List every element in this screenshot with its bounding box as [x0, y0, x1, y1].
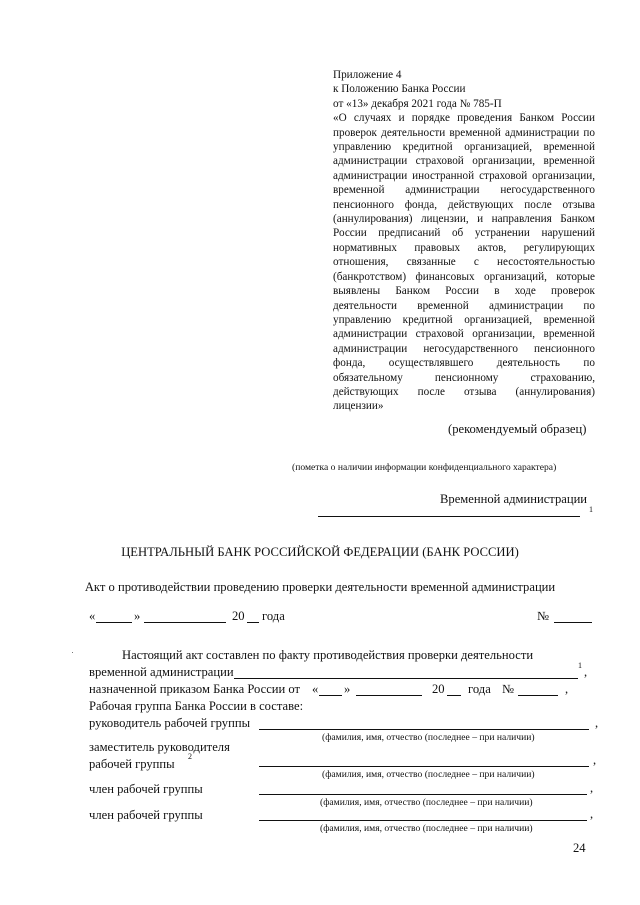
addressee-label: Временной администрации — [440, 492, 588, 506]
member-1-caption: (фамилия, имя, отчество (последнее – при наличии) — [320, 797, 533, 808]
order-year-suffix: года — [468, 682, 491, 696]
confidential-mark-label: (пометка о наличии информации конфиденциального характера) — [292, 462, 557, 473]
member-1-name-field — [259, 794, 587, 795]
appendix-number: Приложение 4 — [333, 69, 402, 81]
temp-admin-name-field — [234, 678, 578, 679]
addressee-footnote: 1 — [589, 505, 593, 514]
leader-comma: , — [595, 716, 599, 730]
order-month-field — [356, 695, 422, 696]
date-close-quote: » — [134, 609, 141, 623]
date-year-suffix: года — [262, 609, 285, 623]
appendix-regulation-title: «О случаях и порядке проведения Банком России проверок деятельности временной администрации по управлению кредитной организацией, временной администрации страховой организации, временной администрации иностранной страховой организации, временной администрации негосударственного пенсионного фонда, действующих после отзыва (аннулирования) лицензии, и направления Банком России предписаний об устранении нарушений нормативных правовых актов, регулирующих отношения, связанные с несостоятельностью (банкротством) финансовых организаций, которые выявлены Банком России в ходе проверок деятельности временной администрации по управлению кредитной организацией, временной администрации страховой организации, временной администрации негосударственного пенсионного фонда, осуществлявшего деятельность по обязательному пенсионному страхованию, действующих после отзыва (аннулирования) лицензии» — [333, 112, 595, 413]
date-day-field — [96, 622, 132, 623]
member-1-label: член рабочей группы — [89, 782, 203, 796]
act-number-field — [554, 622, 592, 623]
intro-comma: , — [584, 665, 588, 679]
recommended-sample-label: (рекомендуемый образец) — [448, 422, 587, 436]
date-open-quote: « — [89, 609, 96, 623]
date-month-field — [144, 622, 226, 623]
order-year-field — [447, 695, 461, 696]
intro-footnote: 1 — [578, 661, 582, 670]
order-day-field — [319, 695, 342, 696]
member-2-name-field — [259, 820, 587, 821]
order-comma: , — [565, 682, 569, 696]
deputy-label-line-2: рабочей группы — [89, 757, 175, 771]
date-year-prefix: 20 — [232, 609, 245, 623]
addressee-underline — [318, 516, 580, 517]
intro-line-1: Настоящий акт составлен по факту противодействия проверки деятельности — [122, 648, 534, 662]
page-number: 24 — [573, 841, 586, 855]
appendix-regulation: к Положению Банка России — [333, 83, 466, 96]
act-number-sign: № — [537, 609, 550, 623]
order-number-sign: № — [502, 682, 515, 696]
order-open-quote: « — [312, 682, 319, 696]
order-prefix: назначенной приказом Банка России от — [89, 682, 301, 696]
appendix-date: от «13» декабря 2021 года № 785-П — [333, 97, 502, 110]
leader-label: руководитель рабочей группы — [89, 716, 251, 730]
member-2-label: член рабочей группы — [89, 808, 203, 822]
deputy-name-field — [259, 766, 589, 767]
member-1-comma: , — [590, 781, 594, 795]
act-title: Акт о противодействии проведению проверки деятельности временной администрации — [84, 580, 556, 594]
group-line: Рабочая группа Банка России в составе: — [89, 699, 304, 713]
member-2-caption: (фамилия, имя, отчество (последнее – при наличии) — [320, 823, 533, 834]
deputy-footnote: 2 — [188, 752, 192, 761]
appendix-header — [333, 68, 595, 414]
scan-artifact — [72, 652, 73, 653]
date-year-field — [247, 622, 259, 623]
deputy-label-line-1: заместитель руководителя — [89, 740, 230, 754]
order-close-quote: » — [344, 682, 351, 696]
deputy-caption: (фамилия, имя, отчество (последнее – при наличии) — [322, 769, 535, 780]
order-number-field — [518, 695, 558, 696]
org-title: ЦЕНТРАЛЬНЫЙ БАНК РОССИЙСКОЙ ФЕДЕРАЦИИ (БАНК РОССИИ) — [121, 545, 519, 559]
intro-line-2: временной администрации — [89, 665, 234, 679]
order-year-prefix: 20 — [432, 682, 445, 696]
deputy-comma: , — [593, 753, 597, 767]
leader-caption: (фамилия, имя, отчество (последнее – при наличии) — [322, 732, 535, 743]
member-2-comma: , — [590, 807, 594, 821]
leader-name-field — [259, 729, 589, 730]
